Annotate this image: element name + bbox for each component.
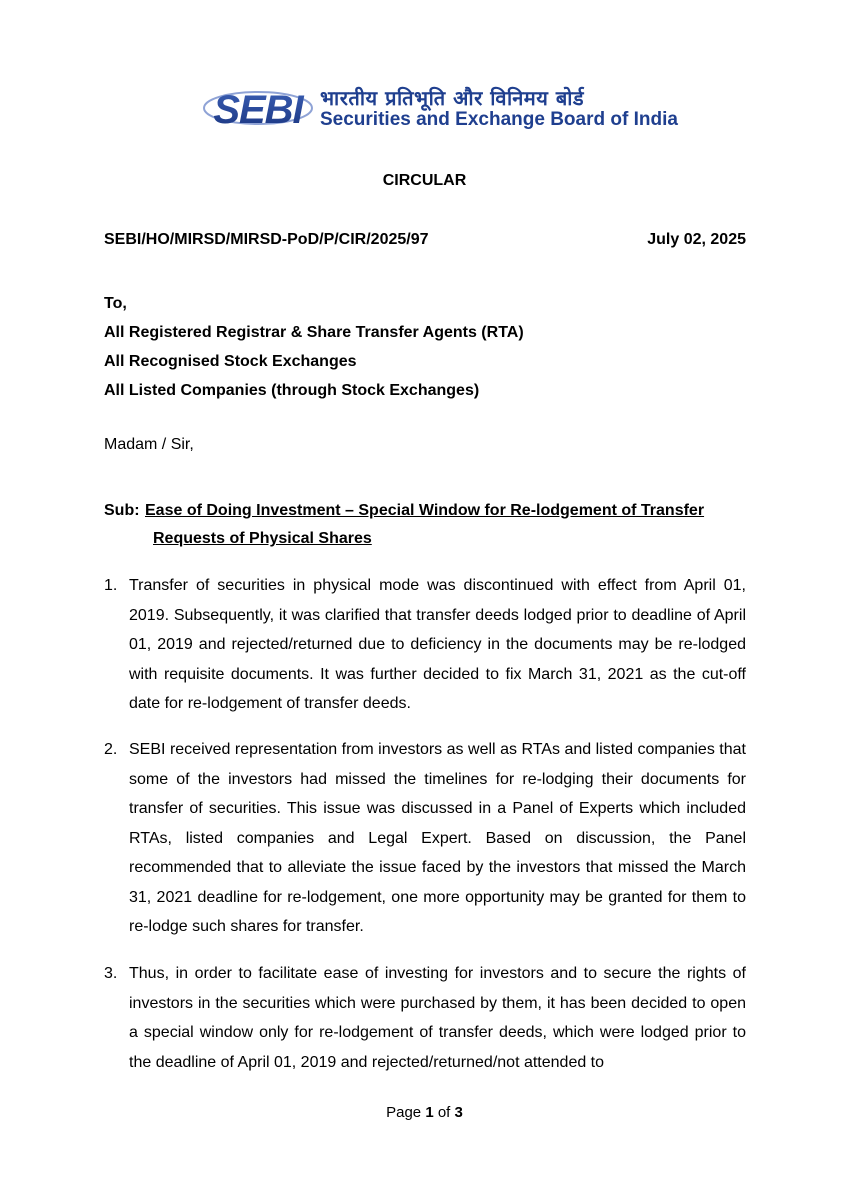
paragraph-number: 1. <box>104 577 118 594</box>
subject-block <box>104 497 746 553</box>
document-title: CIRCULAR <box>382 172 467 189</box>
to-label: To, <box>104 295 127 312</box>
total-pages-number: 3 <box>454 1104 463 1121</box>
recipient: All Recognised Stock Exchanges <box>104 353 357 370</box>
paragraph-number: 3. <box>104 965 118 982</box>
paragraph-number: 2. <box>104 741 118 758</box>
subject-line: Requests of Physical Shares <box>153 530 372 547</box>
org-name-english: Securities and Exchange Board of India <box>320 109 678 130</box>
recipient: All Registered Registrar & Share Transfer Agents (RTA) <box>104 324 524 341</box>
recipient: All Listed Companies (through Stock Exchanges) <box>104 382 480 399</box>
sebi-logo-icon <box>203 86 313 130</box>
paragraph-2 <box>104 735 746 942</box>
current-page-number: 1 <box>425 1104 434 1121</box>
paragraph-text: Transfer of securities in physical mode was discontinued with effect from April 01, 2019. Subsequently, it was clarified that transfer deeds lodged prior to deadline of April 01, 2019 and rejected/returned due to deficiency in the documents may be re-lodged with requisite documents. It was further decided to fix March 31, 2021 as the cut-off date for re-lodgement of transfer deeds. <box>129 577 746 712</box>
subject-line: Ease of Doing Investment – Special Window for Re-lodgement of Transfer <box>145 502 705 519</box>
salutation: Madam / Sir, <box>104 436 194 453</box>
paragraph-text: Thus, in order to facilitate ease of investing for investors and to secure the rights of investors in the securities which were purchased by them, it has been decided to open a special window only for re-lodgement of transfer deeds, which were lodged prior to the deadline of April 01, 2019 and rejected/returned/not attended to <box>129 965 746 1071</box>
paragraph-text: SEBI received representation from investors as well as RTAs and listed companies that some of the investors had missed the timelines for re-lodging their documents for transfer of securities. This issue was discussed in a Panel of Experts which included RTAs, listed companies and Legal Expert. Based on discussion, the Panel recommended that to alleviate the issue faced by the investors that missed the March 31, 2021 deadline for re-lodgement, one more opportunity may be granted for them to re-lodge such shares for transfer. <box>129 741 746 935</box>
sebi-logo <box>203 82 678 132</box>
of-word: of <box>437 1104 451 1121</box>
addressee-block <box>104 289 524 405</box>
page-footer <box>0 1104 849 1121</box>
logo-wordmark: SEBI <box>213 88 303 130</box>
circular-reference: SEBI/HO/MIRSD/MIRSD-PoD/P/CIR/2025/97 <box>104 231 429 248</box>
org-name-hindi: भारतीय प्रतिभूति और विनिमय बोर्ड <box>320 86 585 110</box>
paragraph-1 <box>104 571 746 719</box>
paragraph-3 <box>104 959 746 1077</box>
subject-label: Sub: <box>104 502 140 519</box>
circular-date: July 02, 2025 <box>647 231 746 248</box>
page-word: Page <box>386 1104 422 1121</box>
